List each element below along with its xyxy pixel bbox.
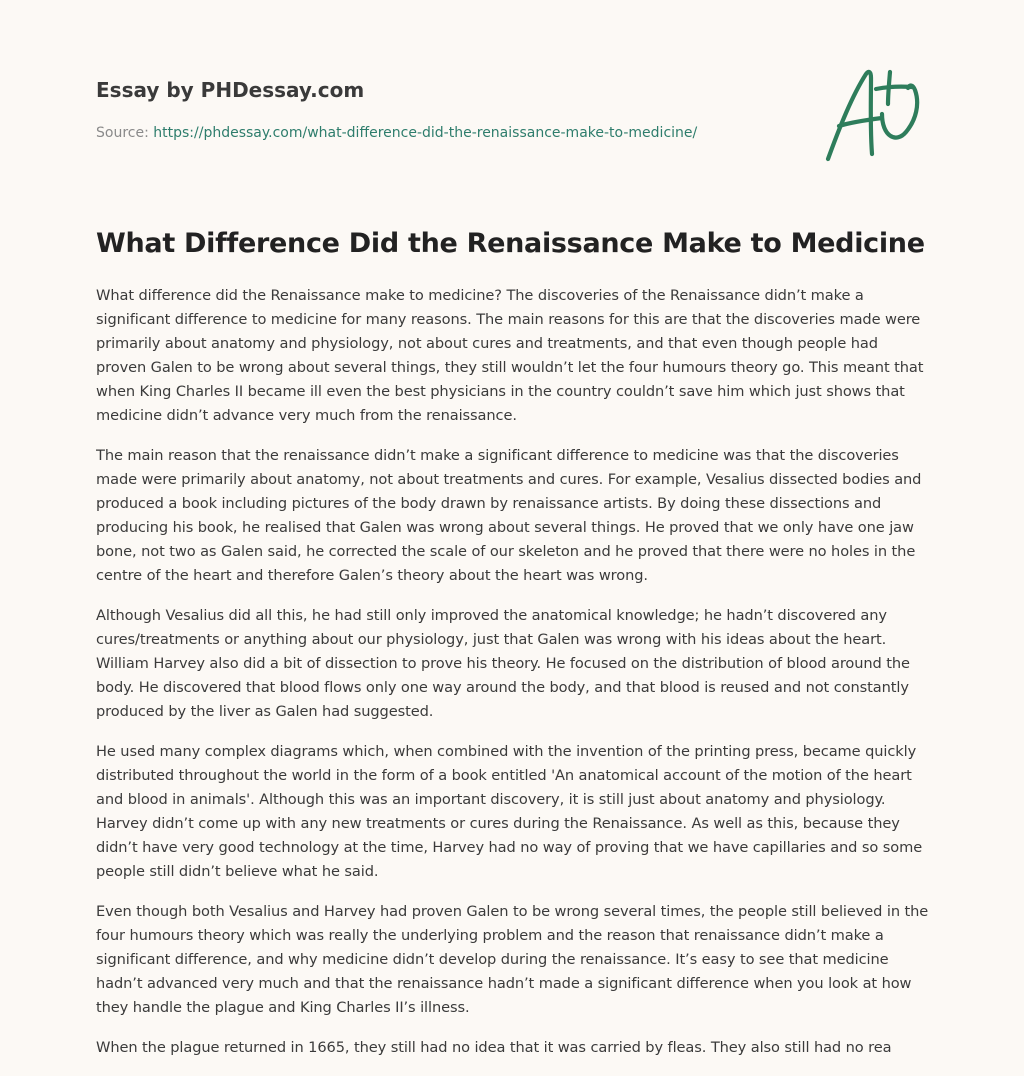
a-plus-grade-icon [822,66,932,166]
source-label: Source: [96,125,149,141]
essay-header [96,74,796,143]
essay-title: What Difference Did the Renaissance Make to Medicine [96,228,925,259]
site-brand: Essay by PHDessay.com [96,78,365,102]
essay-paragraph: He used many complex diagrams which, when combined with the invention of the printing press, became quickly distributed throughout the world in the form of a book entitled 'An anatomical account of the motion of the heart and blood in animals'. Although this was an important discovery, it is still just about anatomy and physiology. Harvey didn’t come up with any new treatments or cures during the Renaissance. As well as this, because they didn’t have very good technology at the time, Harvey had no way of proving that we have capillaries and so some people still didn’t believe what he said. [96,743,923,880]
essay-paragraph: What difference did the Renaissance make to medicine? The discoveries of the Renaissance didn’t make a significant difference to medicine for many reasons. The main reasons for this are that the discoveries made were primarily about anatomy and physiology, not about cures and treatments, and that even though people had proven Galen to be wrong about several things, they still wouldn’t let the four humours theory go. This meant that when King Charles II became ill even the best physicians in the country couldn’t save him which just shows that medicine didn’t advance very much from the renaissance. [96,287,924,424]
essay-paragraph: Although Vesalius did all this, he had still only improved the anatomical knowledge; he hadn’t discovered any cures/treatments or anything about our physiology, just that Galen was wrong with his ideas about the heart. William Harvey also did a bit of dissection to prove his theory. He focused on the distribution of blood around the body. He discovered that blood flows only one way around the body, and that blood is reused and not constantly produced by the liver as Galen had suggested. [96,607,910,720]
essay-paragraph: When the plague returned in 1665, they still had no idea that it was carried by fleas. They also still had no rea [96,1039,892,1056]
source-line [96,123,796,143]
essay-paragraph: Even though both Vesalius and Harvey had proven Galen to be wrong several times, the people still believed in the four humours theory which was really the underlying problem and the reason that renaissance didn’t make a significant difference, and why medicine didn’t develop during the renaissance. It’s easy to see that medicine hadn’t advanced very much and that the renaissance hadn’t made a significant difference when you look at how they handle the plague and King Charles II’s illness. [96,903,929,1016]
essay-paragraph: The main reason that the renaissance didn’t make a significant difference to medicine was that the discoveries made were primarily about anatomy, not about treatments and cures. For example, Vesalius dissected bodies and produced a book including pictures of the body drawn by renaissance artists. By doing these dissections and producing his book, he realised that Galen was wrong about several things. He proved that we only have one jaw bone, not two as Galen said, he corrected the scale of our skeleton and he proved that there were no holes in the centre of the heart and therefore Galen’s theory about the heart was wrong. [96,447,922,584]
essay-body [96,284,932,1076]
source-link[interactable]: https://phdessay.com/what-difference-did-the-renaissance-make-to-medicine/ [153,125,698,141]
